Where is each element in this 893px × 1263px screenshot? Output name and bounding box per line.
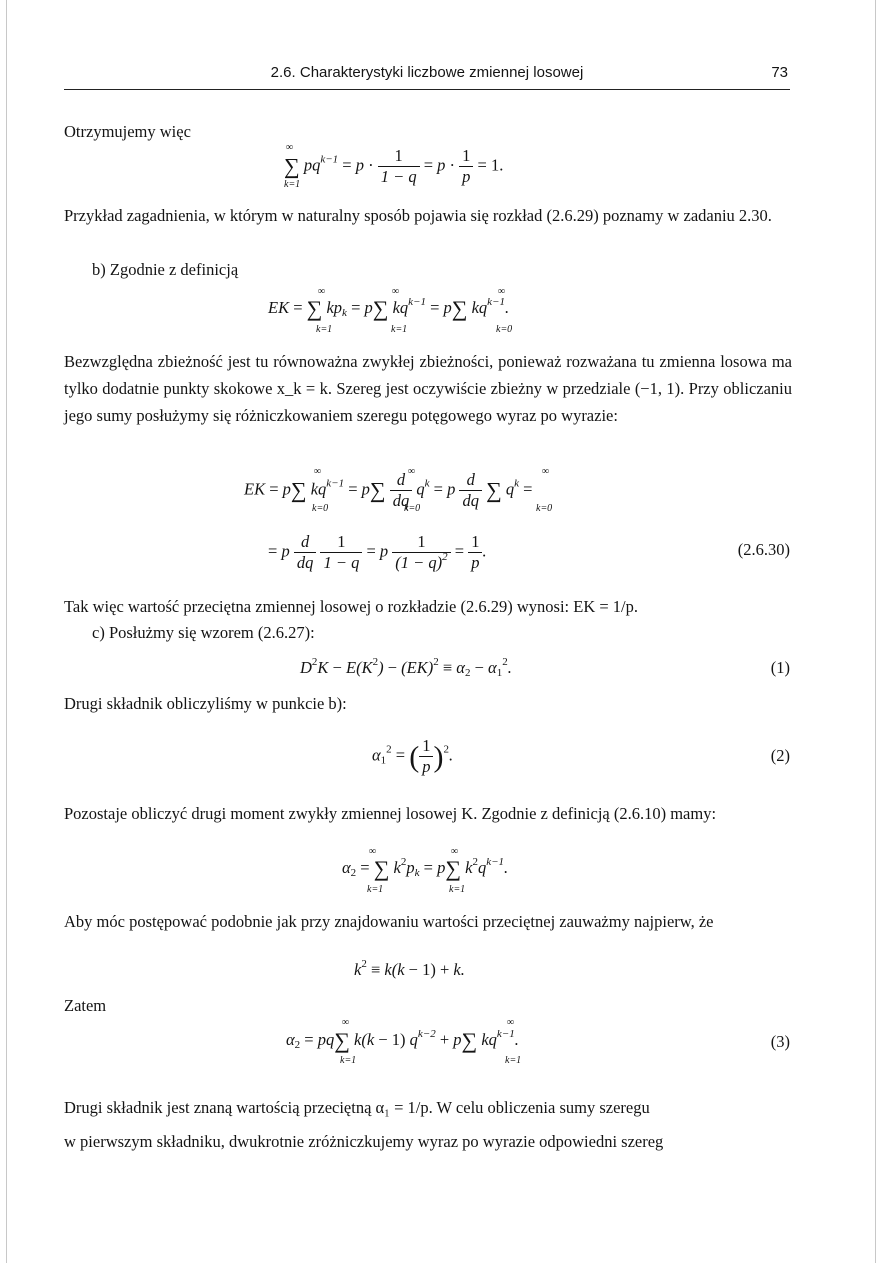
paragraph-c: c) Posłużmy się wzorem (2.6.27): xyxy=(92,623,315,642)
paragraph-4: Bezwzględna zbieżność jest tu równoważna zwykłej zbieżności, ponieważ rozważana tu zmienna losowa ma tylko dodatnie punkty skokowe x_k = k. Szereg jest oczywiście zbieżny w przedziale (−1, 1). Przy obliczaniu jego sumy posłużymy się różniczkowaniem szeregu potęgowego wyraz po wyrazie: xyxy=(64,352,792,425)
paragraph-9: Aby móc postępować podobnie jak przy znajdowaniu wartości przeciętnej zauważmy najpierw, że xyxy=(64,912,714,931)
sum-lower-limit: k=1 xyxy=(284,179,301,190)
equation-number: (3) xyxy=(770,1032,790,1051)
equation-number: (2.6.30) xyxy=(737,540,790,559)
sum-upper-limit: ∞ xyxy=(542,466,550,477)
sum-lower-limit: k=1 xyxy=(340,1055,357,1066)
sum-upper-limit: ∞ xyxy=(498,286,506,297)
paragraph-12: w pierwszym składniku, dwukrotnie zróżniczkujemy wyraz po wyrazie odpowiedni szereg xyxy=(64,1132,664,1151)
paragraph-7: Drugi składnik obliczyliśmy w punkcie b): xyxy=(64,694,347,713)
header-rule xyxy=(64,89,790,90)
equation-number: (1) xyxy=(770,658,790,677)
sum-lower-limit: k=0 xyxy=(312,503,329,514)
sum-lower-limit: k=0 xyxy=(496,324,513,335)
paragraph-1: Otrzymujemy więc xyxy=(64,122,191,141)
sum-lower-limit: k=0 xyxy=(404,503,421,514)
paragraph-11: Drugi składnik jest znaną wartością przeciętną α₁ = 1/p. W celu obliczenia sumy szeregu xyxy=(64,1098,650,1117)
sum-lower-limit: k=1 xyxy=(449,884,466,895)
sum-upper-limit: ∞ xyxy=(286,142,294,153)
header-title: 2.6. Charakterystyki liczbowe zmiennej losowej xyxy=(270,64,584,81)
left-page-edge xyxy=(6,0,7,1263)
sum-upper-limit: ∞ xyxy=(314,466,322,477)
sum-lower-limit: k=1 xyxy=(367,884,384,895)
sum-upper-limit: ∞ xyxy=(392,286,400,297)
sum-lower-limit: k=0 xyxy=(536,503,553,514)
sum-lower-limit: k=1 xyxy=(316,324,333,335)
equation-k-squared: $k^2 \equiv k(k - 1) + k$. xyxy=(354,958,465,979)
sum-upper-limit: ∞ xyxy=(408,466,416,477)
sum-lower-limit: k=1 xyxy=(391,324,408,335)
sum-sign: ∑ xyxy=(284,153,300,179)
sum-upper-limit: ∞ xyxy=(369,846,377,857)
paragraph-8: Pozostaje obliczyć drugi moment zwykły zmiennej losowej K. Zgodnie z definicją (2.6.10) mamy: xyxy=(64,804,717,823)
right-page-edge xyxy=(875,0,876,1263)
paragraph-10: Zatem xyxy=(64,996,107,1015)
sum-upper-limit: ∞ xyxy=(318,286,326,297)
paragraph-b: b) Zgodnie z definicją xyxy=(92,260,239,279)
sum-lower-limit: k=1 xyxy=(505,1055,522,1066)
page-number: 73 xyxy=(771,64,788,81)
sum-upper-limit: ∞ xyxy=(507,1017,515,1028)
sum-upper-limit: ∞ xyxy=(451,846,459,857)
sum-upper-limit: ∞ xyxy=(342,1017,350,1028)
paragraph-2: Przykład zagadnienia, w którym w naturalny sposób pojawia się rozkład (2.6.29) poznamy w zadaniu 2.30. xyxy=(64,206,772,225)
running-header xyxy=(64,62,790,92)
paragraph-5: Tak więc wartość przeciętna zmiennej losowej o rozkładzie (2.6.29) wynosi: EK = 1/p. xyxy=(64,597,639,616)
equation-number: (2) xyxy=(770,746,790,765)
